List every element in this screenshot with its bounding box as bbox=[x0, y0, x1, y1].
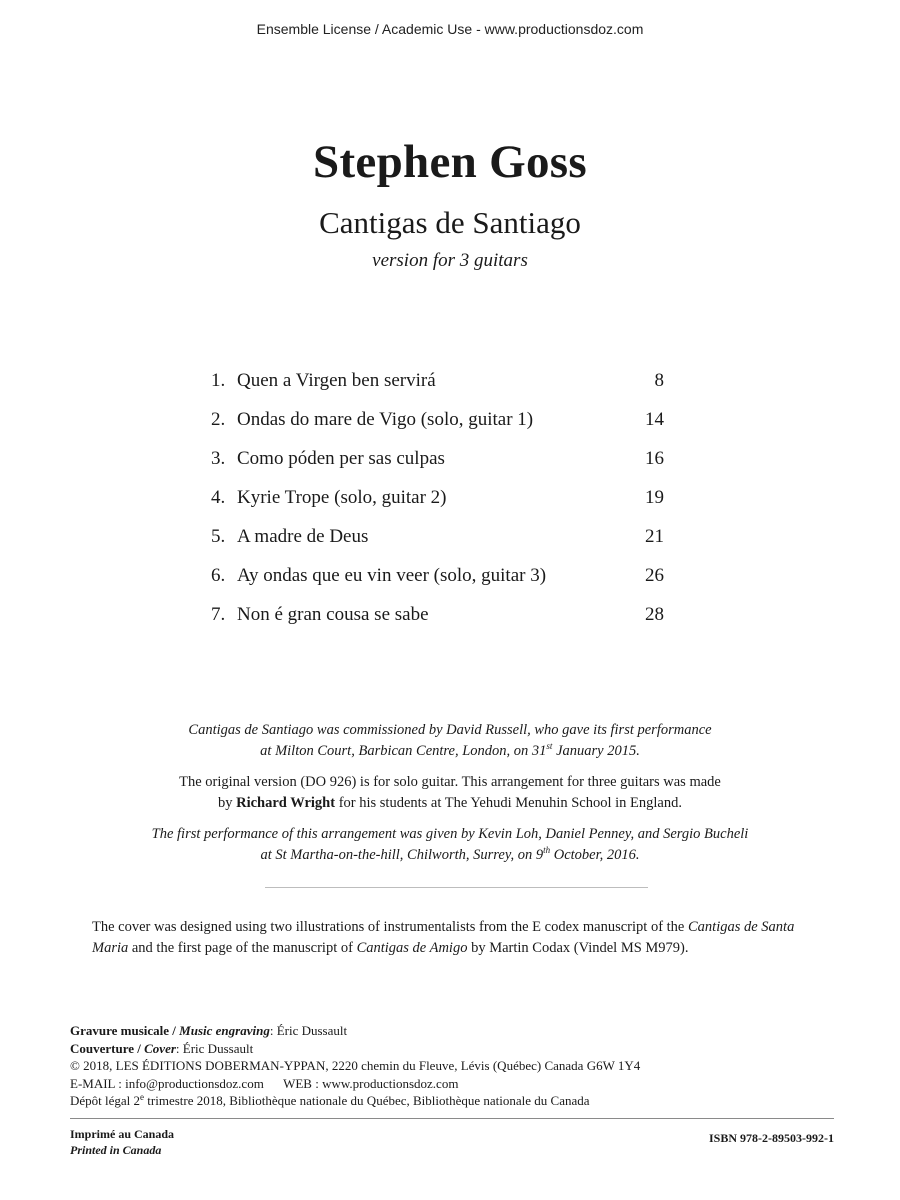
legal-text: trimestre 2018, Bibliothèque nationale du Québec, Bibliothèque nationale du Canada bbox=[144, 1093, 590, 1108]
credits-block bbox=[70, 1022, 830, 1110]
toc-title: A madre de Deus bbox=[237, 526, 369, 547]
arrangement-note bbox=[100, 772, 800, 814]
ordinal-suffix: th bbox=[543, 845, 551, 855]
first-performance-line-2a: at St Martha-on-the-hill, Chilworth, Surrey, on 9 bbox=[260, 847, 544, 863]
engraving-credit bbox=[70, 1022, 830, 1040]
footer-divider bbox=[70, 1118, 834, 1119]
toc-number: 7. bbox=[211, 604, 226, 625]
toc-row bbox=[211, 565, 664, 604]
copyright-line: © 2018, LES ÉDITIONS DOBERMAN-YPPAN, 2220 chemin du Fleuve, Lévis (Québec) Canada G6W 1Y4 bbox=[70, 1058, 641, 1073]
toc-page: 28 bbox=[645, 604, 664, 625]
cover-credit bbox=[70, 1040, 830, 1058]
toc-number: 5. bbox=[211, 526, 226, 547]
arranger-name: Richard Wright bbox=[236, 795, 336, 811]
toc-row bbox=[211, 526, 664, 565]
toc-title: Kyrie Trope (solo, guitar 2) bbox=[237, 487, 447, 508]
arrangement-line-1: The original version (DO 926) is for solo guitar. This arrangement for three guitars was made bbox=[179, 774, 721, 790]
ordinal-suffix: st bbox=[546, 741, 553, 751]
cover-note-italic: Cantigas de Santa Maria bbox=[92, 919, 795, 956]
engraving-name: : Éric Dussault bbox=[269, 1023, 348, 1038]
contact-line: E-MAIL : info@productionsdoz.com WEB : www.productionsdoz.com bbox=[70, 1075, 459, 1091]
commission-line-2a: at Milton Court, Barbican Centre, London, on 31 bbox=[260, 743, 547, 759]
isbn: ISBN 978-2-89503-992-1 bbox=[709, 1131, 834, 1145]
toc-page: 14 bbox=[645, 409, 664, 430]
toc-row bbox=[211, 370, 664, 409]
printed-fr: Imprimé au Canada bbox=[70, 1127, 175, 1141]
toc-number: 2. bbox=[211, 409, 226, 430]
toc-title: Como póden per sas culpas bbox=[237, 448, 445, 469]
toc-number: 4. bbox=[211, 487, 226, 508]
legal-text: Dépôt légal 2 bbox=[70, 1093, 141, 1108]
table-of-contents bbox=[211, 370, 664, 643]
divider bbox=[265, 887, 648, 888]
toc-number: 6. bbox=[211, 565, 226, 586]
cover-label-fr: Couverture / bbox=[70, 1040, 145, 1056]
engraving-label-fr: Gravure musicale / bbox=[70, 1023, 180, 1038]
cover-note-text: and the first page of the manuscript of bbox=[128, 940, 357, 956]
toc-title: Quen a Virgen ben servirá bbox=[237, 370, 436, 391]
toc-title: Non é gran cousa se sabe bbox=[237, 604, 429, 625]
toc-row bbox=[211, 448, 664, 487]
toc-page: 21 bbox=[645, 526, 664, 547]
toc-row bbox=[211, 409, 664, 448]
toc-page: 8 bbox=[654, 370, 664, 391]
cover-label-en: Cover bbox=[144, 1040, 176, 1056]
performance-notes bbox=[100, 720, 800, 876]
cover-note-italic: Cantigas de Amigo bbox=[356, 940, 468, 956]
work-subtitle: version for 3 guitars bbox=[372, 250, 528, 271]
ordinal-suffix: e bbox=[140, 1092, 145, 1102]
toc-page: 26 bbox=[645, 565, 664, 586]
composer-name: Stephen Goss bbox=[313, 136, 587, 188]
toc-page: 19 bbox=[645, 487, 664, 508]
toc-row bbox=[211, 487, 664, 526]
license-header: Ensemble License / Academic Use - www.productionsdoz.com bbox=[256, 21, 644, 37]
commission-line-1: Cantigas de Santiago was commissioned by David Russell, who gave its first performance bbox=[188, 722, 712, 738]
arrangement-line-2a: by bbox=[217, 795, 237, 811]
toc-page: 16 bbox=[645, 448, 664, 469]
toc-row bbox=[211, 604, 664, 643]
work-title: Cantigas de Santiago bbox=[319, 205, 581, 240]
commission-note bbox=[100, 720, 800, 762]
toc-number: 1. bbox=[211, 370, 226, 391]
engraving-label-en: Music engraving bbox=[179, 1023, 270, 1038]
toc-title: Ondas do mare de Vigo (solo, guitar 1) bbox=[237, 409, 534, 430]
printed-en: Printed in Canada bbox=[70, 1143, 162, 1157]
first-performance-line-1: The first performance of this arrangement was given by Kevin Loh, Daniel Penney, and Sergio Bucheli bbox=[151, 826, 749, 842]
toc-title: Ay ondas que eu vin veer (solo, guitar 3) bbox=[237, 565, 547, 586]
first-performance-line-2b: October, 2016. bbox=[550, 847, 640, 863]
commission-line-2b: January 2015. bbox=[552, 743, 640, 759]
cover-name: : Éric Dussault bbox=[175, 1040, 254, 1056]
arrangement-line-2b: for his students at The Yehudi Menuhin School in England. bbox=[335, 795, 682, 811]
printed-in bbox=[70, 1126, 174, 1158]
cover-note-text: The cover was designed using two illustrations of instrumentalists from the E codex manuscript of the bbox=[92, 919, 688, 935]
first-performance-note bbox=[100, 824, 800, 866]
cover-note bbox=[92, 917, 827, 959]
cover-note-text: by Martin Codax (Vindel MS M979). bbox=[467, 940, 689, 956]
legal-deposit-line bbox=[70, 1092, 830, 1110]
toc-number: 3. bbox=[211, 448, 226, 469]
